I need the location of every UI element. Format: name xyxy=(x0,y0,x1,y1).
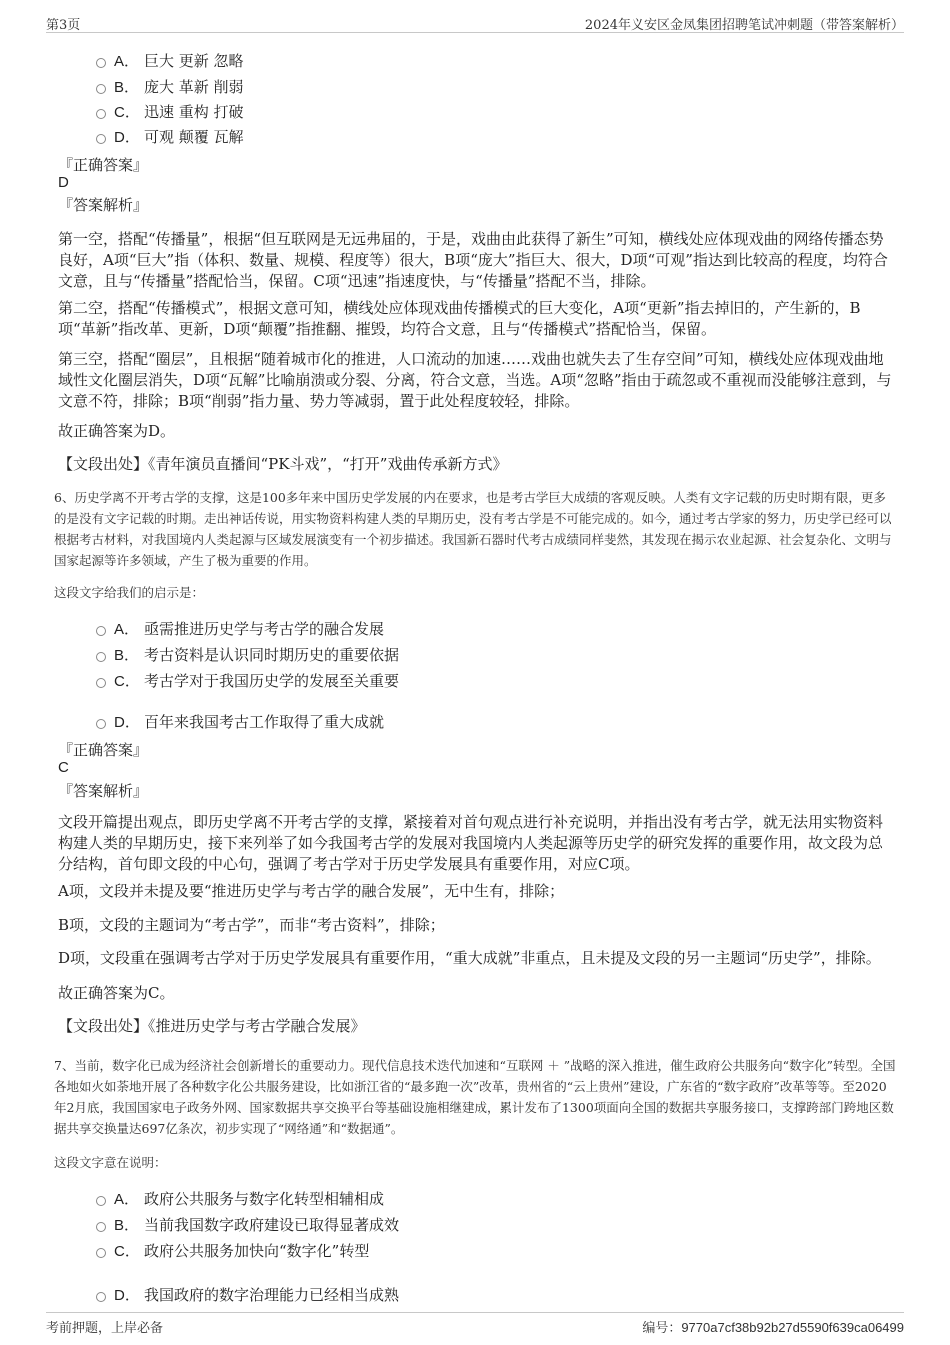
document-title: 2024年义安区金凤集团招聘笔试冲刺题（带答案解析） xyxy=(584,18,904,33)
footer-slogan: 考前押题，上岸必备 xyxy=(46,1321,164,1336)
q7-option-d[interactable]: D． 我国政府的数字治理能力已经相当成熟 xyxy=(96,1284,399,1304)
radio-icon[interactable] xyxy=(96,109,106,119)
radio-icon[interactable] xyxy=(96,719,106,729)
q5-analysis-1: 第一空，搭配“传播量”，根据“但互联网是无远弗届的，于是，戏曲由此获得了新生”可知，横线处应体现戏曲的网络传播态势良好，A项“巨大”指（体积、数量、规模、程度等）很大，B项“庞大”指巨大、很大，D项“可观”指达到比较高的程度，均符合文意，且与“传播量”搭配恰当，保留。C项“迅速”指速度快，与“传播量”搭配不当，排除。 xyxy=(58,230,888,290)
q5-answer-label: 『正确答案』 xyxy=(58,156,149,174)
q5-option-a[interactable]: A． 巨大 更新 忽略 xyxy=(96,50,244,70)
q6-answer: C xyxy=(58,759,69,776)
q7-option-b[interactable]: B． 当前我国数字政府建设已取得显著成效 xyxy=(96,1214,399,1234)
radio-icon[interactable] xyxy=(96,134,106,144)
document-code-value: 9770a7cf38b92b27d5590f639ca06499 xyxy=(681,1320,904,1335)
q5-answer: D xyxy=(58,174,69,191)
q6-option-b[interactable]: B． 考古资料是认识同时期历史的重要依据 xyxy=(96,644,399,664)
q5-option-c[interactable]: C． 迅速 重构 打破 xyxy=(96,101,244,121)
radio-icon[interactable] xyxy=(96,58,106,68)
q5-option-d[interactable]: D． 可观 颠覆 瓦解 xyxy=(96,126,244,146)
q6-option-d[interactable]: D． 百年来我国考古工作取得了重大成就 xyxy=(96,711,384,731)
q5-option-b[interactable]: B． 庞大 革新 削弱 xyxy=(96,76,244,96)
q6-analysis-label: 『答案解析』 xyxy=(58,782,149,800)
radio-icon[interactable] xyxy=(96,1292,106,1302)
q6-source: 【文段出处】《推进历史学与考古学融合发展》 xyxy=(58,1017,366,1035)
document-code-label: 编号： xyxy=(642,1321,682,1336)
q6-conclusion: 故正确答案为C。 xyxy=(58,984,175,1002)
q6-question: 6、历史学离不开考古学的支撑，这是100多年来中国历史学发展的内在要求，也是考古学巨大成绩的客观反映。人类有文字记载的历史时期有限，更多的是没有文字记载的时期。走出神话传说，用实物资料构建人类的早期历史，没有考古学是不可能完成的。如今，通过考古学家的努力，历史学已经可以根据考古材料，对我国境内人类起源与区域发展演变有一个初步描述。我国新石器时代考古成绩同样斐然，其发现在揭示农业起源、社会复杂化、文明与国家起源等许多领域，产生了极为重要的作用。 xyxy=(54,490,892,568)
q6-analysis-1: 文段开篇提出观点，即历史学离不开考古学的支撑，紧接着对首句观点进行补充说明，并指出没有考古学，就无法用实物资料构建人类的早期历史，接下来列举了如今我国考古学的发展对我国境内人类起源等历史学的研究发挥的重要作用，故文段为总分结构，首句即文段的中心句，强调了考古学对于历史学发展具有重要作用，对应C项。 xyxy=(58,813,884,873)
q7-question: 7、当前，数字化已成为经济社会创新增长的重要动力。现代信息技术迭代加速和“互联网 ＋ ”战略的深入推进，催生政府公共服务向“数字化”转型。全国各地如火如荼地开展了各种数字化公共服务建设，比如浙江省的“最多跑一次”改革，贵州省的“云上贵州”建设，广东省的“数字政府”改革等等。至2020年2月底，我国国家电子政务外网、国家数据共享交换平台等基础设施相继建成，累计发布了1300项面向全国的数据共享服务接口，支撑跨部门跨地区数据共享交换量达697亿条次，初步实现了“网络通”和“数据通”。 xyxy=(54,1058,896,1136)
radio-icon[interactable] xyxy=(96,626,106,636)
radio-icon[interactable] xyxy=(96,1222,106,1232)
q7-prompt: 这段文字意在说明： xyxy=(54,1155,167,1170)
q6-option-c[interactable]: C． 考古学对于我国历史学的发展至关重要 xyxy=(96,670,399,690)
page-header xyxy=(46,14,904,33)
q5-source: 【文段出处】《青年演员直播间“PK斗戏”，“打开”戏曲传承新方式》 xyxy=(58,455,508,473)
q6-analysis-2: A项，文段并未提及要“推进历史学与考古学的融合发展”，无中生有，排除； xyxy=(58,882,565,900)
q5-conclusion: 故正确答案为D。 xyxy=(58,422,176,440)
q6-answer-label: 『正确答案』 xyxy=(58,741,149,759)
radio-icon[interactable] xyxy=(96,84,106,94)
q6-analysis-4: D项，文段重在强调考古学对于历史学发展具有重要作用，“重大成就”非重点，且未提及文段的另一主题词“历史学”，排除。 xyxy=(58,949,881,967)
radio-icon[interactable] xyxy=(96,652,106,662)
document-code xyxy=(642,1317,904,1336)
q7-option-c[interactable]: C． 政府公共服务加快向“数字化”转型 xyxy=(96,1240,369,1260)
q5-analysis-3: 第三空，搭配“圈层”，且根据“随着城市化的推进，人口流动的加速……戏曲也就失去了生存空间”可知，横线处应体现戏曲地域性文化圈层消失，D项“瓦解”比喻崩溃或分裂、分离，符合文意，当选。A项“忽略”指由于疏忽或不重视而没能够注意到，与文意不符，排除；B项“削弱”指力量、势力等减弱，置于此处程度较轻，排除。 xyxy=(58,350,892,410)
q6-option-a[interactable]: A． 亟需推进历史学与考古学的融合发展 xyxy=(96,618,384,638)
q5-analysis-label: 『答案解析』 xyxy=(58,196,149,214)
page-footer xyxy=(46,1312,904,1335)
radio-icon[interactable] xyxy=(96,1196,106,1206)
radio-icon[interactable] xyxy=(96,678,106,688)
page-number: 第3页 xyxy=(46,18,81,33)
q5-analysis-2: 第二空，搭配“传播模式”，根据文意可知，横线处应体现戏曲传播模式的巨大变化，A项“更新”指去掉旧的，产生新的，B项“革新”指改革、更新，D项“颠覆”指推翻、摧毁，均符合文意，且与“传播模式”搭配恰当，保留。 xyxy=(58,299,861,338)
q6-prompt: 这段文字给我们的启示是： xyxy=(54,585,205,600)
q6-analysis-3: B项，文段的主题词为“考古学”，而非“考古资料”，排除； xyxy=(58,916,445,934)
radio-icon[interactable] xyxy=(96,1248,106,1258)
q7-option-a[interactable]: A． 政府公共服务与数字化转型相辅相成 xyxy=(96,1188,384,1208)
